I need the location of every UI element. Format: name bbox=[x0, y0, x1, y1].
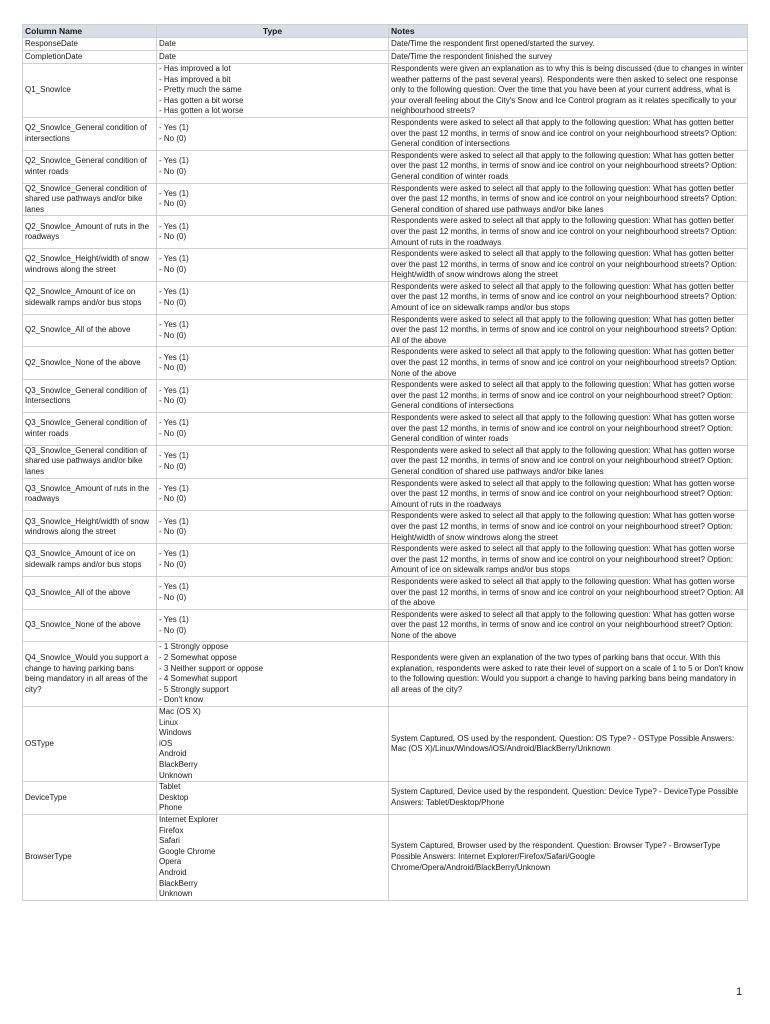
column-name-cell: OSType bbox=[23, 707, 157, 782]
notes-cell: Respondents were asked to select all that apply to the following question: What has gotten worse over the past 12 months, in terms of snow and ice control on your neighbourhood street? Option: General condition of winter roads bbox=[389, 413, 748, 446]
column-name-cell: Q2_SnowIce_General condition of intersections bbox=[23, 117, 157, 150]
column-name-cell: Q2_SnowIce_None of the above bbox=[23, 347, 157, 380]
table-row bbox=[23, 347, 748, 380]
notes-cell: Respondents were asked to select all that apply to the following question: What has gotten worse over the past 12 months, in terms of snow and ice control on your neighbourhood street? Option: General condition of shared use pathways and/or bike lanes bbox=[389, 445, 748, 478]
column-name-cell: Q3_SnowIce_General condition of shared use pathways and/or bike lanes bbox=[23, 445, 157, 478]
table-row bbox=[23, 249, 748, 282]
table-row bbox=[23, 380, 748, 413]
notes-cell: Date/Time the respondent first opened/started the survey. bbox=[389, 38, 748, 51]
column-name-cell: Q3_SnowIce_Amount of ruts in the roadways bbox=[23, 478, 157, 511]
column-name-cell: Q3_SnowIce_General condition of Intersections bbox=[23, 380, 157, 413]
notes-cell: Respondents were asked to select all that apply to the following question: What has gotten better over the past 12 months, in terms of snow and ice control on your neighbourhood streets? Option: General condition of intersections bbox=[389, 117, 748, 150]
notes-cell: Respondents were asked to select all that apply to the following question: What has gotten worse over the past 12 months, in terms of snow and ice control on your neighbourhood street? Option: General conditions of intersections bbox=[389, 380, 748, 413]
column-name-cell: Q3_SnowIce_Amount of ice on sidewalk ramps and/or bus stops bbox=[23, 544, 157, 577]
table-row bbox=[23, 51, 748, 64]
notes-cell: Respondents were asked to select all that apply to the following question: What has gotten worse over the past 12 months, in terms of snow and ice control on your neighbourhood street? Option: Amount of ice on sidewalk ramps and/or bus stops bbox=[389, 544, 748, 577]
table-body bbox=[23, 38, 748, 901]
notes-cell: Respondents were asked to select all that apply to the following question: What has gotten better over the past 12 months, in terms of snow and ice control on your neighbourhood streets? Option: None of the above bbox=[389, 347, 748, 380]
column-name-header: Column Name bbox=[23, 25, 157, 38]
data-dictionary-table bbox=[22, 24, 748, 901]
table-row bbox=[23, 38, 748, 51]
column-name-cell: BrowserType bbox=[23, 814, 157, 900]
notes-header: Notes bbox=[389, 25, 748, 38]
table-row bbox=[23, 183, 748, 216]
type-cell: - Yes (1) - No (0) bbox=[157, 609, 389, 642]
column-name-cell: Q3_SnowIce_All of the above bbox=[23, 576, 157, 609]
column-name-cell: Q2_SnowIce_General condition of shared use pathways and/or bike lanes bbox=[23, 183, 157, 216]
column-name-cell: Q3_SnowIce_General condition of winter roads bbox=[23, 413, 157, 446]
type-cell: - Yes (1) - No (0) bbox=[157, 380, 389, 413]
notes-cell: Respondents were asked to select all that apply to the following question: What has gotten better over the past 12 months, in terms of snow and ice control on your neighbourhood streets? Option: Height/width of snow windrows along the street bbox=[389, 249, 748, 282]
table-row bbox=[23, 117, 748, 150]
table-row bbox=[23, 576, 748, 609]
table-row bbox=[23, 150, 748, 183]
type-cell: - Yes (1) - No (0) bbox=[157, 281, 389, 314]
notes-cell: System Captured, Device used by the respondent. Question: Device Type? - DeviceType Possible Answers: Tablet/Desktop/Phone bbox=[389, 782, 748, 815]
notes-cell: Respondents were asked to select all that apply to the following question: What has gotten worse over the past 12 months, in terms of snow and ice control on your neighbourhood street? Option: None of the above bbox=[389, 609, 748, 642]
type-cell: - Yes (1) - No (0) bbox=[157, 117, 389, 150]
column-name-cell: Q2_SnowIce_Amount of ice on sidewalk ramps and/or bus stops bbox=[23, 281, 157, 314]
column-name-cell: CompletionDate bbox=[23, 51, 157, 64]
type-cell: - Yes (1) - No (0) bbox=[157, 478, 389, 511]
type-cell: - Yes (1) - No (0) bbox=[157, 216, 389, 249]
column-name-cell: Q2_SnowIce_Height/width of snow windrows along the street bbox=[23, 249, 157, 282]
table-row bbox=[23, 64, 748, 118]
table-row bbox=[23, 544, 748, 577]
column-name-cell: Q1_SnowIce bbox=[23, 64, 157, 118]
notes-cell: Respondents were given an explanation of the two types of parking bans that occur. With this explanation, respondents were asked to rate their level of support on a scale of 1 to 5 or Don't know to the following question: Would you support a change to having parking bans being mandatory in all areas of the city? bbox=[389, 642, 748, 707]
notes-cell: Respondents were asked to select all that apply to the following question: What has gotten better over the past 12 months, in terms of snow and ice control on your neighbourhood streets? Option: Amount of ice on sidewalk ramps and/or bus stops bbox=[389, 281, 748, 314]
type-cell: - Yes (1) - No (0) bbox=[157, 445, 389, 478]
type-cell: Date bbox=[157, 38, 389, 51]
type-header: Type bbox=[157, 25, 389, 38]
type-cell: - Yes (1) - No (0) bbox=[157, 413, 389, 446]
notes-cell: System Captured, OS used by the respondent. Question: OS Type? - OSType Possible Answers: Mac (OS X)/Linux/Windows/iOS/Android/BlackBerry/Unknown bbox=[389, 707, 748, 782]
type-cell: - Has improved a lot - Has improved a bit - Pretty much the same - Has gotten a bit worse - Has gotten a lot worse bbox=[157, 64, 389, 118]
type-cell: - Yes (1) - No (0) bbox=[157, 576, 389, 609]
table-row bbox=[23, 478, 748, 511]
table-row bbox=[23, 281, 748, 314]
type-cell: - Yes (1) - No (0) bbox=[157, 511, 389, 544]
type-cell: - Yes (1) - No (0) bbox=[157, 249, 389, 282]
table-header bbox=[23, 25, 748, 38]
column-name-cell: Q2_SnowIce_Amount of ruts in the roadways bbox=[23, 216, 157, 249]
notes-cell: Respondents were asked to select all that apply to the following question: What has gotten better over the past 12 months, in terms of snow and ice control on your neighbourhood streets? Option: Amount of ruts in the roadways bbox=[389, 216, 748, 249]
notes-cell: Respondents were asked to select all that apply to the following question: What has gotten worse over the past 12 months, in terms of snow and ice control on your neighbourhood street? Option: Height/width of snow windrows along the street bbox=[389, 511, 748, 544]
type-cell: Mac (OS X) Linux Windows iOS Android BlackBerry Unknown bbox=[157, 707, 389, 782]
table-row bbox=[23, 642, 748, 707]
type-cell: - Yes (1) - No (0) bbox=[157, 183, 389, 216]
type-cell: - Yes (1) - No (0) bbox=[157, 347, 389, 380]
type-cell: Tablet Desktop Phone bbox=[157, 782, 389, 815]
column-name-cell: Q3_SnowIce_None of the above bbox=[23, 609, 157, 642]
table-row bbox=[23, 814, 748, 900]
notes-cell: Respondents were asked to select all that apply to the following question: What has gotten worse over the past 12 months, in terms of snow and ice control on your neighbourhood street? Option: All of the above bbox=[389, 576, 748, 609]
notes-cell: Respondents were asked to select all that apply to the following question: What has gotten better over the past 12 months, in terms of snow and ice control on your neighbourhood streets? Option: All of the above bbox=[389, 314, 748, 347]
table-row bbox=[23, 413, 748, 446]
notes-cell: Respondents were asked to select all that apply to the following question: What has gotten better over the past 12 months, in terms of snow and ice control on your neighbourhood streets? Option: General condition of winter roads bbox=[389, 150, 748, 183]
page-number: 1 bbox=[736, 986, 743, 998]
table-row bbox=[23, 314, 748, 347]
column-name-cell: Q4_SnowIce_Would you support a change to having parking bans being mandatory in all areas of the city? bbox=[23, 642, 157, 707]
column-name-cell: Q2_SnowIce_General condition of winter roads bbox=[23, 150, 157, 183]
table-row bbox=[23, 511, 748, 544]
type-cell: - 1 Strongly oppose - 2 Somewhat oppose - 3 Neither support or oppose - 4 Somewhat support - 5 Strongly support - Don't know bbox=[157, 642, 389, 707]
notes-cell: Respondents were asked to select all that apply to the following question: What has gotten better over the past 12 months, in terms of snow and ice control on your neighbourhood streets? Option: General condition of shared use pathways and/or bike lanes bbox=[389, 183, 748, 216]
table-row bbox=[23, 782, 748, 815]
type-cell: Date bbox=[157, 51, 389, 64]
table-row bbox=[23, 609, 748, 642]
notes-cell: System Captured, Browser used by the respondent. Question: Browser Type? - BrowserType Possible Answers: Internet Explorer/Firefox/Safari/Google Chrome/Opera/Android/BlackBerry/Unknown bbox=[389, 814, 748, 900]
table-row bbox=[23, 445, 748, 478]
notes-cell: Date/Time the respondent finished the survey bbox=[389, 51, 748, 64]
notes-cell: Respondents were asked to select all that apply to the following question: What has gotten worse over the past 12 months, in terms of snow and ice control on your neighbourhood street? Option: Amount of ruts in the roadways bbox=[389, 478, 748, 511]
column-name-cell: DeviceType bbox=[23, 782, 157, 815]
table-row bbox=[23, 216, 748, 249]
type-cell: - Yes (1) - No (0) bbox=[157, 150, 389, 183]
table-row bbox=[23, 707, 748, 782]
column-name-cell: ResponseDate bbox=[23, 38, 157, 51]
column-name-cell: Q2_SnowIce_All of the above bbox=[23, 314, 157, 347]
notes-cell: Respondents were given an explanation as to why this is being discussed (due to changes in winter weather patterns of the past several years). Respondents were then asked to select one response only to the following question: Over the time that you have been at your current address, what is your overall feeling about the City's Snow and Ice Control program as it relates specifically to your neighbourhood streets? bbox=[389, 64, 748, 118]
column-name-cell: Q3_SnowIce_Height/width of snow windrows along the street bbox=[23, 511, 157, 544]
header-row bbox=[23, 25, 748, 38]
type-cell: Internet Explorer Firefox Safari Google Chrome Opera Android BlackBerry Unknown bbox=[157, 814, 389, 900]
type-cell: - Yes (1) - No (0) bbox=[157, 314, 389, 347]
type-cell: - Yes (1) - No (0) bbox=[157, 544, 389, 577]
